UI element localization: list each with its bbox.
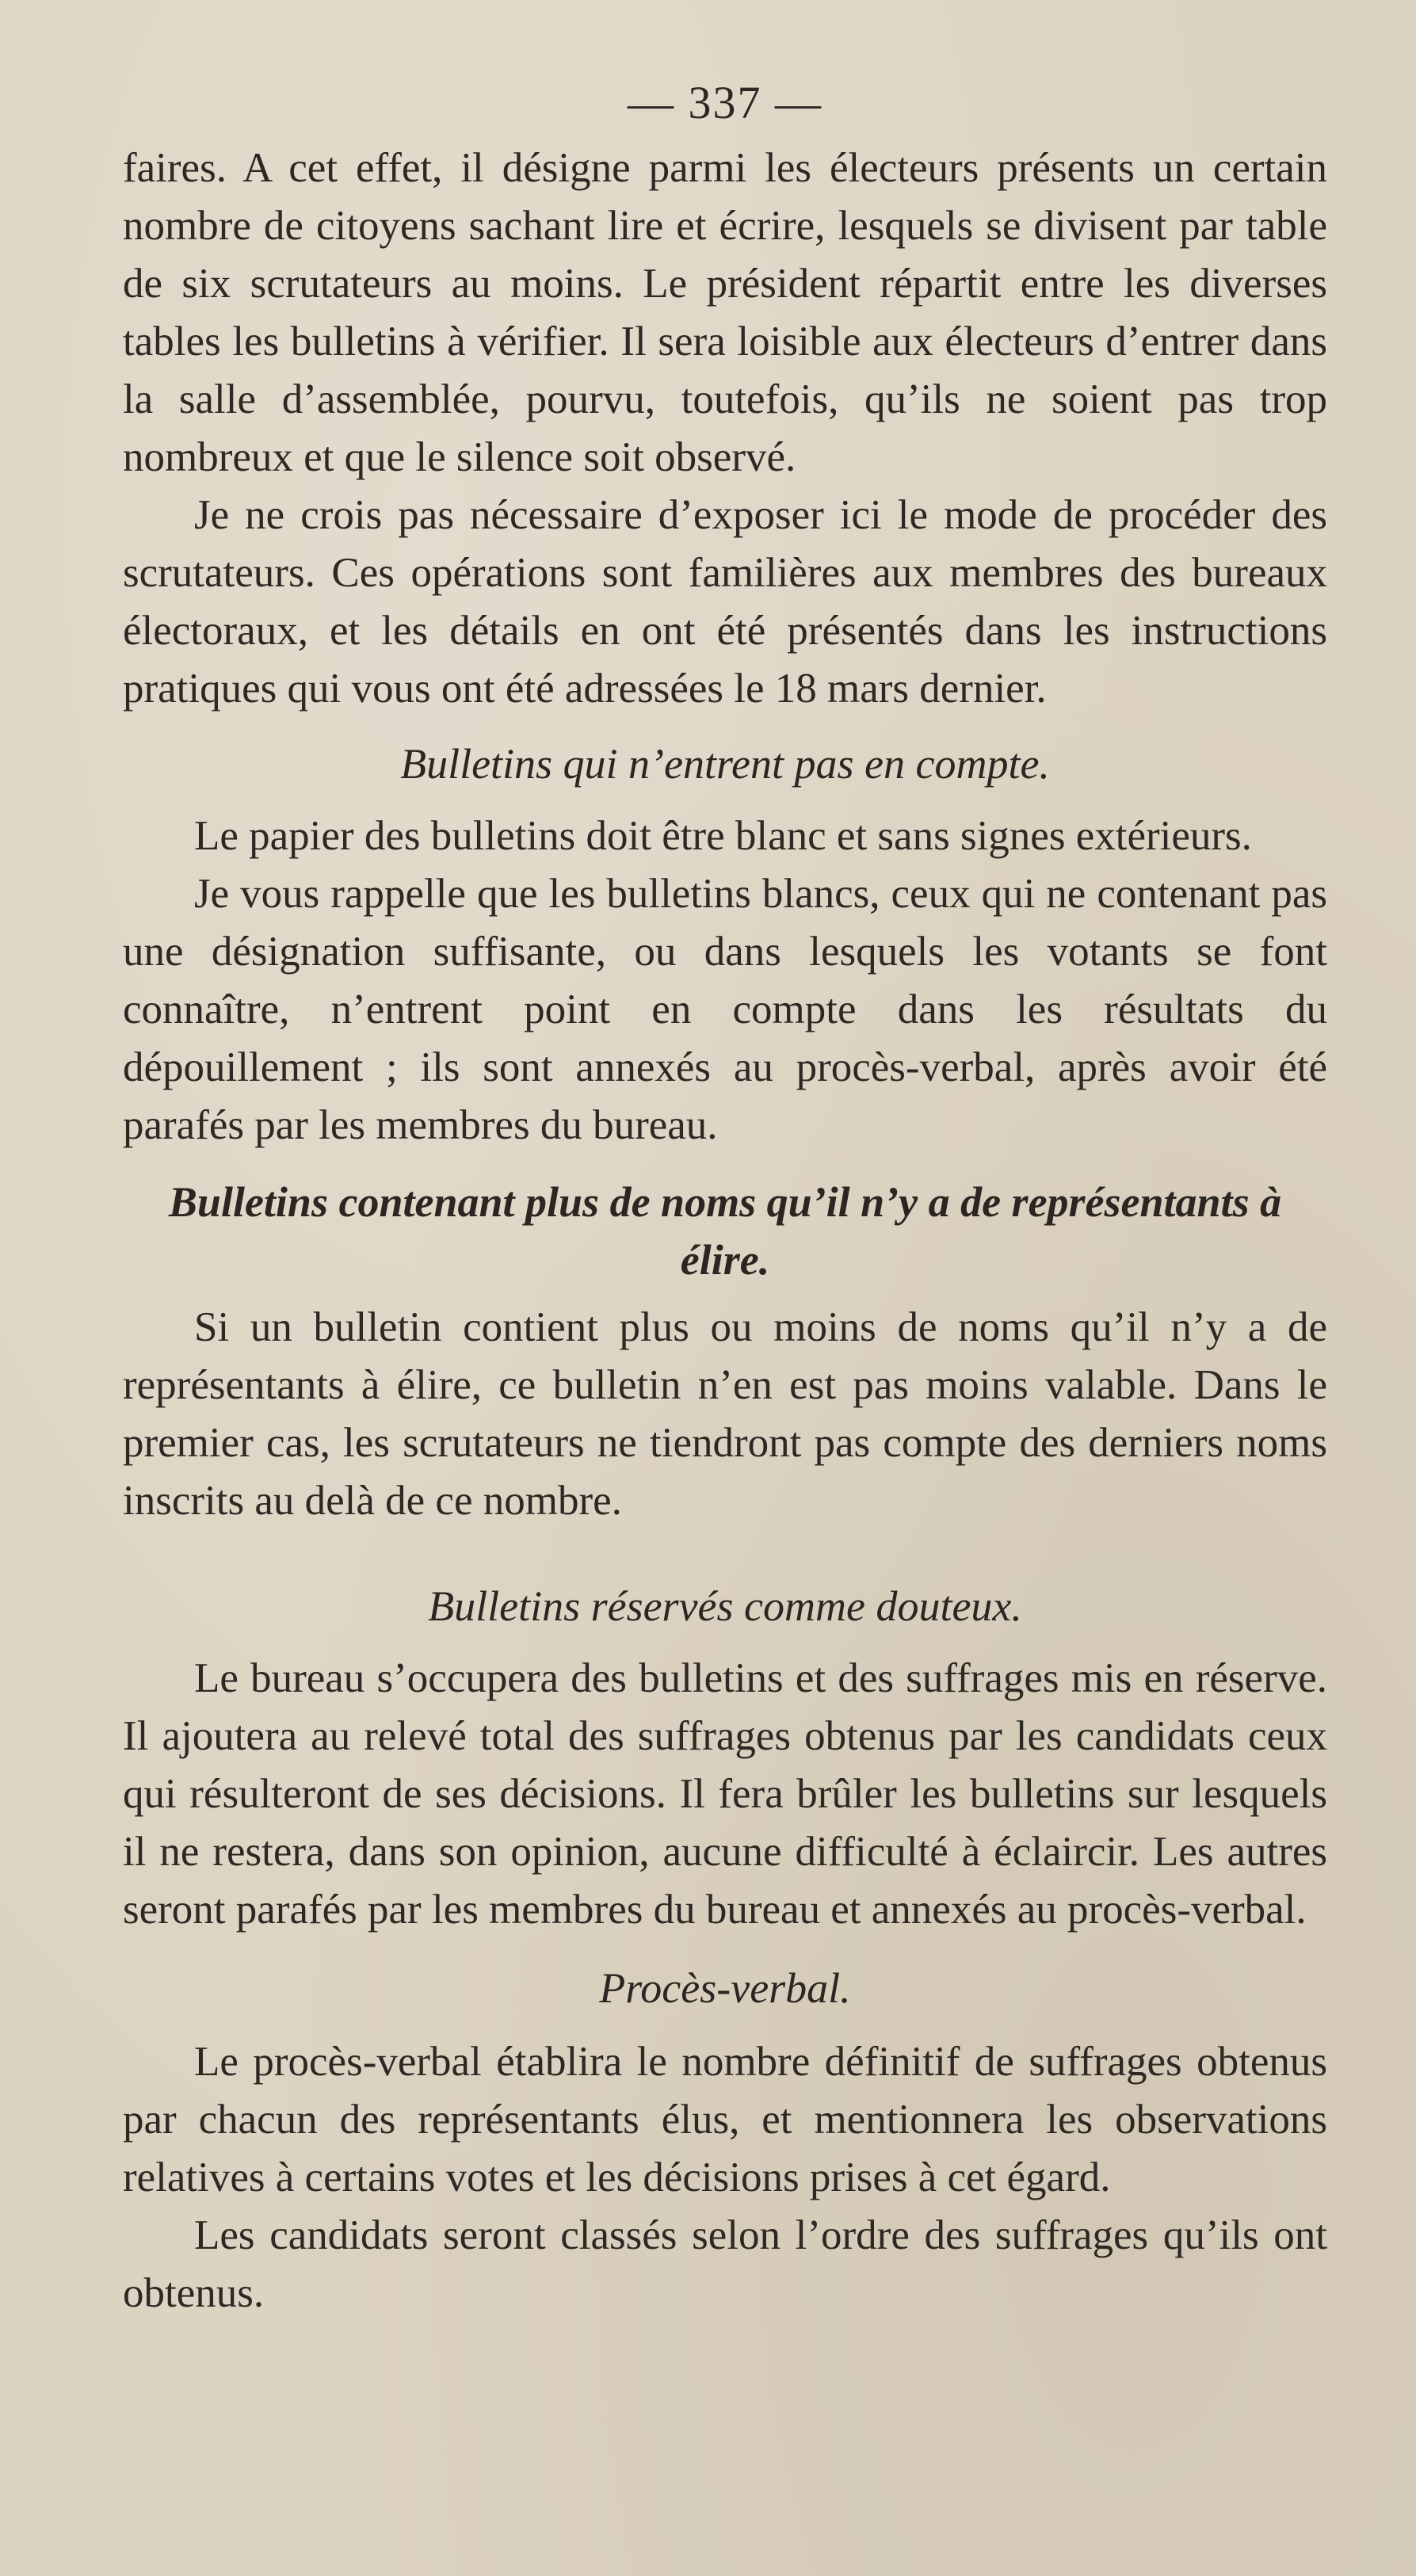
paragraph-reserve: Le bureau s’occupera des bulletins et des suffrages mis en réserve. Il ajoutera au relevé total des suffrages obtenus par les candidats ceux qui résulteront de ses décisions. Il fera brûler les bulletins sur lesquels il ne restera, dans son opinion, aucune difficulté à éclaircir. Les autres seront parafés par les membres du bureau et annexés au procès-verbal. [123,1655,1327,1933]
paragraph-classement: Les candidats seront classés selon l’ordre des suffrages qu’ils ont obtenus. [123,2212,1327,2316]
page-number: — 337 — [628,77,823,128]
heading-bulletins-douteux: Bulletins réservés comme douteux. [428,1582,1022,1630]
paragraph-papier: Le papier des bulletins doit être blanc et sans signes extérieurs. [194,813,1252,859]
heading-proces-verbal: Procès-verbal. [599,1964,851,2012]
paragraph-proces-verbal: Le procès-verbal établira le nombre définitif de suffrages obtenus par chacun des représentants élus, et mentionnera les observations relatives à certains votes et les décisions prises à cet égard. [123,2039,1327,2200]
heading-bulletins-hors-compte: Bulletins qui n’entrent pas en compte. [400,740,1050,788]
paragraph-scrutateurs: Je ne crois pas nécessaire d’exposer ici le mode de procéder des scrutateurs. Ces opérations sont familières aux membres des bureaux électoraux, et les détails en ont été présentés dans les instructions pratiques qui vous ont été adressées le 18 mars dernier. [123,492,1327,712]
paragraph-effet: faires. A cet effet, il désigne parmi les électeurs présents un certain nombre de citoyens sachant lire et écrire, lesquels se divisent par table de six scrutateurs au moins. Le président répartit entre les diverses tables les bulletins à vérifier. Il sera loisible aux électeurs d’entrer dans la salle d’assemblée, pourvu, toutefois, qu’ils ne soient pas trop nombreux et que le silence soit observé. [123,145,1327,480]
paragraph-nombre-de-noms: Si un bulletin contient plus ou moins de noms qu’il n’y a de représentants à élire, ce bulletin n’en est pas moins valable. Dans le premier cas, les scrutateurs ne tiendront pas compte des derniers noms inscrits au delà de ce nombre. [123,1304,1327,1524]
heading-bulletins-plus-de-noms: Bulletins contenant plus de noms qu’il n’y a de représentants à élire. [168,1178,1282,1284]
paragraph-bulletins-blancs: Je vous rappelle que les bulletins blancs, ceux qui ne contenant pas une désignation suffisante, ou dans lesquels les votants se font connaître, n’entrent point en compte dans les résultats du dépouillement ; ils sont annexés au procès-verbal, après avoir été parafés par les membres du bureau. [123,871,1327,1148]
book-page [123,79,1327,2496]
